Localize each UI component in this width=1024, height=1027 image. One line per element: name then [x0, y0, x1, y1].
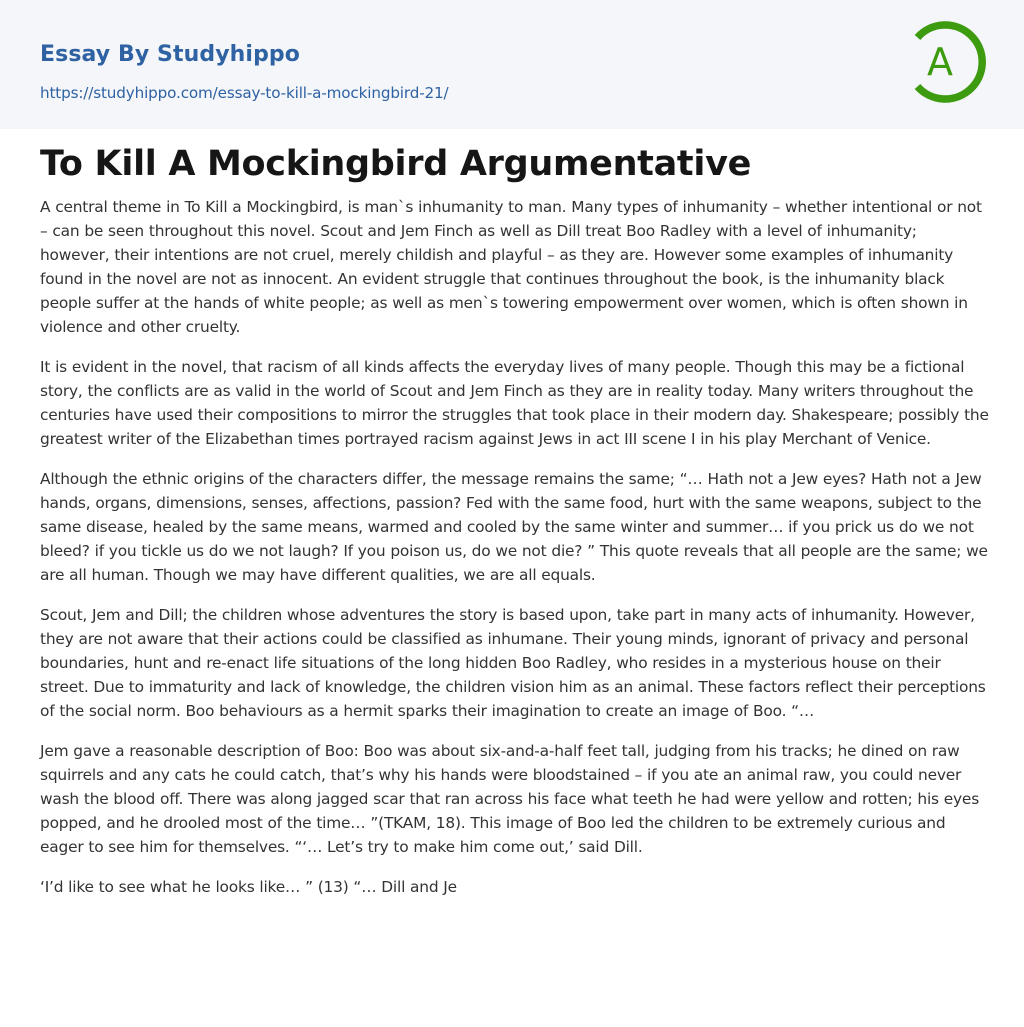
article-title: To Kill A Mockingbird Argumentative — [40, 144, 752, 184]
article-paragraph-4: Scout, Jem and Dill; the children whose adventures the story is based upon, take part in many acts of inhumanity. However, they are not aware that their actions could be classified as inhumane. Their young minds, ignorant of privacy and personal boundaries, hunt and re-enact life situations of the long hidden Boo Radley, who resides in a mysterious house on their street. Due to immaturity and lack of knowledge, the children vision him as an animal. These factors reflect their perceptions of the social norm. Boo behaviours as a hermit sparks their imagination to create an image of Boo. “… — [40, 606, 986, 720]
article-paragraph-1: A central theme in To Kill a Mockingbird, is man`s inhumanity to man. Many types of inhumanity – whether intentional or not – can be seen throughout this novel. Scout and Jem Finch as well as Dill treat Boo Radley with a level of inhumanity; however, their intentions are not cruel, merely childish and playful – as they are. However some examples of inhumanity found in the novel are not as innocent. An evident struggle that continues throughout the book, is the inhumanity black people suffer at the hands of white people; as well as men`s towering empowerment over women, which is often shown in violence and other cruelty. — [40, 198, 982, 336]
article-paragraph-3: Although the ethnic origins of the characters differ, the message remains the same; “… Hath not a Jew eyes? Hath not a Jew hands, organs, dimensions, senses, affections, passion? Fed with the same food, hurt with the same weapons, subject to the same disease, healed by the same means, warmed and cooled by the same winter and summer… if you prick us do we not bleed? if you tickle us do we not laugh? If you poison us, do we not die? ” This quote reveals that all people are the same; we are all human. Though we may have different qualities, we are all equals. — [40, 470, 988, 584]
studyhippo-logo-icon[interactable] — [906, 19, 990, 105]
essay-url-link[interactable]: https://studyhippo.com/essay-to-kill-a-mockingbird-21/ — [40, 84, 449, 102]
article-paragraph-2: It is evident in the novel, that racism of all kinds affects the everyday lives of many people. Though this may be a fictional story, the conflicts are as valid in the world of Scout and Jem Finch as they are in reality today. Many writers throughout the centuries have used their compositions to mirror the struggles that took place in their modern day. Shakespeare; possibly the greatest writer of the Elizabethan times portrayed racism against Jews in act III scene I in his play Merchant of Venice. — [40, 358, 989, 448]
logo-letter: A — [927, 40, 953, 84]
article-paragraph-5: Jem gave a reasonable description of Boo: Boo was about six-and-a-half feet tall, judging from his tracks; he dined on raw squirrels and any cats he could catch, that’s why his hands were bloodstained – if you ate an animal raw, you could never wash the blood off. There was along jagged scar that ran across his face what teeth he had were yellow and rotten; his eyes popped, and he drooled most of the time… ”(TKAM, 18). This image of Boo led the children to be extremely curious and eager to see him for themselves. “‘… Let’s try to make him come out,’ said Dill. — [40, 742, 980, 856]
article-body — [40, 195, 990, 915]
site-brand-title: Essay By Studyhippo — [40, 42, 300, 67]
article-paragraph-6-truncated: ‘I’d like to see what he looks like… ” (13) “… Dill and Je — [40, 878, 457, 896]
site-header — [0, 0, 1024, 129]
